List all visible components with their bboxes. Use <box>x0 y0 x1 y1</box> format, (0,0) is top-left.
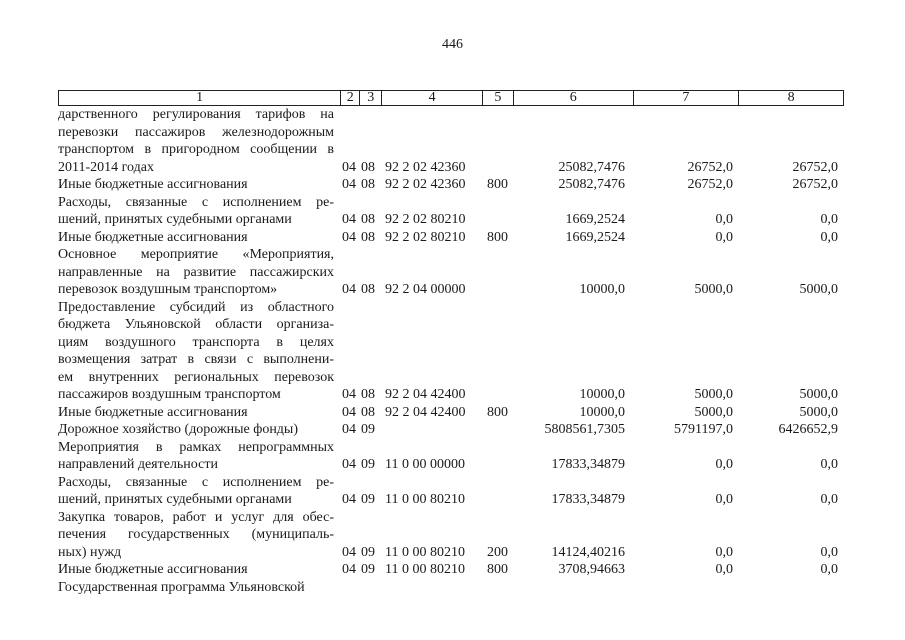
table-body <box>58 106 844 596</box>
cell-c7: 0,0 <box>715 562 733 577</box>
cell-c7: 26752,0 <box>687 177 733 192</box>
cell-c5: 200 <box>487 544 508 560</box>
cell-c3: 08 <box>361 177 375 192</box>
table-row <box>58 421 844 439</box>
cell-c4: 11 0 00 80210 <box>385 544 465 560</box>
cell-c2: 04 <box>342 282 356 297</box>
cell-c4: 92 2 02 42360 <box>385 159 466 175</box>
table-row <box>58 246 844 299</box>
row-values <box>58 421 844 439</box>
cell-c8: 26752,0 <box>792 159 838 175</box>
cell-c6: 1669,2524 <box>565 229 625 245</box>
cell-c4: 11 0 00 00000 <box>385 457 465 472</box>
cell-c3: 09 <box>361 492 375 507</box>
header-col-3: 3 <box>360 91 382 105</box>
table-row <box>58 176 844 194</box>
row-values <box>58 211 844 229</box>
description-line: Иные бюджетные ассигнования <box>58 562 248 577</box>
cell-c3: 09 <box>361 562 375 577</box>
cell-c7: 5000,0 <box>694 404 733 420</box>
cell-c3: 08 <box>361 404 375 420</box>
cell-c5: 800 <box>487 229 508 245</box>
description-line: Дорожное хозяйство (дорожные фонды) <box>58 422 299 437</box>
cell-c4: 92 2 04 42400 <box>385 387 466 402</box>
cell-c4: 11 0 00 80210 <box>385 492 465 507</box>
cell-c8: 0,0 <box>820 212 838 227</box>
table-row <box>58 229 844 247</box>
header-col-5: 5 <box>483 91 514 105</box>
cell-c8: 0,0 <box>820 229 838 245</box>
description-line: печения государственных (муниципаль- <box>58 527 334 542</box>
description-line: Иные бюджетные ассигнования <box>58 404 248 420</box>
description-line: возмещения затрат в связи с выполнени- <box>58 352 334 367</box>
description-line: Предоставление субсидий из областного <box>58 299 334 315</box>
description-line: пассажиров воздушным транспортом <box>58 387 281 402</box>
row-values <box>58 579 844 597</box>
cell-c3: 09 <box>361 544 375 560</box>
cell-c6: 14124,40216 <box>551 544 625 560</box>
table-row <box>58 474 844 509</box>
row-values <box>58 491 844 509</box>
cell-c2: 04 <box>342 229 356 245</box>
cell-c8: 0,0 <box>820 544 838 560</box>
description-line: Мероприятия в рамках непрограммных <box>58 439 334 455</box>
cell-c3: 09 <box>361 422 375 437</box>
description-line: перевозки пассажиров железнодорожным <box>58 124 334 140</box>
cell-c3: 08 <box>361 282 375 297</box>
row-values <box>58 561 844 579</box>
row-values <box>58 281 844 299</box>
description-line: Иные бюджетные ассигнования <box>58 177 248 192</box>
table-row <box>58 404 844 422</box>
description-line: направлений деятельности <box>58 457 218 472</box>
cell-c7: 0,0 <box>715 212 733 227</box>
cell-c8: 5000,0 <box>799 387 838 402</box>
cell-c8: 6426652,9 <box>778 422 838 437</box>
row-values <box>58 386 844 404</box>
cell-c2: 04 <box>342 544 356 560</box>
description-line: шений, принятых судебными органами <box>58 212 292 227</box>
cell-c2: 04 <box>342 177 356 192</box>
cell-c6: 1669,2524 <box>565 212 625 227</box>
cell-c8: 0,0 <box>820 457 838 472</box>
header-col-2: 2 <box>341 91 360 105</box>
description-line: ем внутренних региональных перевозок <box>58 369 334 385</box>
cell-c4: 92 2 02 80210 <box>385 229 466 245</box>
row-values <box>58 229 844 247</box>
table-row <box>58 579 844 597</box>
cell-c4: 92 2 02 42360 <box>385 177 466 192</box>
cell-c5: 800 <box>487 177 508 192</box>
cell-c7: 26752,0 <box>687 159 733 175</box>
description-line: перевозок воздушным транспортом» <box>58 282 278 297</box>
cell-c3: 08 <box>361 159 375 175</box>
cell-c8: 0,0 <box>820 562 838 577</box>
cell-c6: 3708,94663 <box>558 562 625 577</box>
cell-c2: 04 <box>342 457 356 472</box>
description-line: направленные на развитие пассажирских <box>58 264 334 280</box>
header-col-8: 8 <box>787 90 795 105</box>
cell-c5: 800 <box>487 404 508 420</box>
cell-c6: 10000,0 <box>579 404 625 420</box>
header-col-7: 7 <box>634 91 740 105</box>
cell-c2: 04 <box>342 422 356 437</box>
cell-c8: 0,0 <box>820 492 838 507</box>
cell-c6: 10000,0 <box>579 282 625 297</box>
description-line: ных) нужд <box>58 544 122 560</box>
cell-c6: 25082,7476 <box>558 177 625 192</box>
cell-c6: 5808561,7305 <box>544 422 625 437</box>
table-row <box>58 194 844 229</box>
description-line: Государственная программа Ульяновской <box>58 579 305 595</box>
cell-c8: 26752,0 <box>792 177 838 192</box>
header-col-6: 6 <box>514 91 634 105</box>
header-col-4: 4 <box>382 91 483 105</box>
cell-c2: 04 <box>342 562 356 577</box>
cell-c3: 08 <box>361 387 375 402</box>
row-values <box>58 404 844 422</box>
cell-c3: 08 <box>361 212 375 227</box>
cell-c5: 800 <box>487 562 508 577</box>
cell-c7: 0,0 <box>715 492 733 507</box>
row-values <box>58 544 844 562</box>
row-values <box>58 176 844 194</box>
description-line: Расходы, связанные с исполнением ре- <box>58 194 334 210</box>
description-line: шений, принятых судебными органами <box>58 492 292 507</box>
description-line: циям воздушного транспорта в целях <box>58 334 334 350</box>
cell-c2: 04 <box>342 387 356 402</box>
description-line: Иные бюджетные ассигнования <box>58 229 248 245</box>
description-line: Закупка товаров, работ и услуг для обес- <box>58 509 334 525</box>
cell-c2: 04 <box>342 212 356 227</box>
table-row <box>58 299 844 404</box>
cell-c2: 04 <box>342 159 356 175</box>
cell-c7: 0,0 <box>715 457 733 472</box>
table-row <box>58 509 844 562</box>
row-values <box>58 159 844 177</box>
page-number: 446 <box>442 37 463 52</box>
cell-c7: 0,0 <box>715 544 733 560</box>
cell-c4: 11 0 00 80210 <box>385 562 465 577</box>
cell-c4: 92 2 02 80210 <box>385 212 466 227</box>
header-col-1: 1 <box>59 91 341 105</box>
cell-c7: 0,0 <box>715 229 733 245</box>
cell-c6: 17833,34879 <box>551 492 625 507</box>
cell-c4: 92 2 04 00000 <box>385 282 466 297</box>
description-line: Основное мероприятие «Мероприятия, <box>58 247 334 262</box>
description-line: бюджета Ульяновской области организа- <box>58 317 334 332</box>
row-values <box>58 456 844 474</box>
description-line: дарственного регулирования тарифов на <box>58 107 334 122</box>
cell-c8: 5000,0 <box>799 282 838 297</box>
table-header <box>58 90 844 106</box>
cell-c8: 5000,0 <box>799 404 838 420</box>
table-row <box>58 561 844 579</box>
cell-c7: 5791197,0 <box>674 422 733 437</box>
table-row <box>58 439 844 474</box>
cell-c3: 08 <box>361 229 375 245</box>
cell-c6: 25082,7476 <box>558 159 625 175</box>
table-row <box>58 106 844 176</box>
cell-c2: 04 <box>342 492 356 507</box>
cell-c7: 5000,0 <box>694 282 733 297</box>
description-line: 2011-2014 годах <box>58 159 154 175</box>
cell-c3: 09 <box>361 457 375 472</box>
cell-c6: 10000,0 <box>579 387 625 402</box>
cell-c6: 17833,34879 <box>551 457 625 472</box>
cell-c2: 04 <box>342 404 356 420</box>
description-line: транспортом в пригородном сообщении в <box>58 142 334 157</box>
description-line: Расходы, связанные с исполнением ре- <box>58 474 334 490</box>
cell-c7: 5000,0 <box>694 387 733 402</box>
cell-c4: 92 2 04 42400 <box>385 404 466 420</box>
